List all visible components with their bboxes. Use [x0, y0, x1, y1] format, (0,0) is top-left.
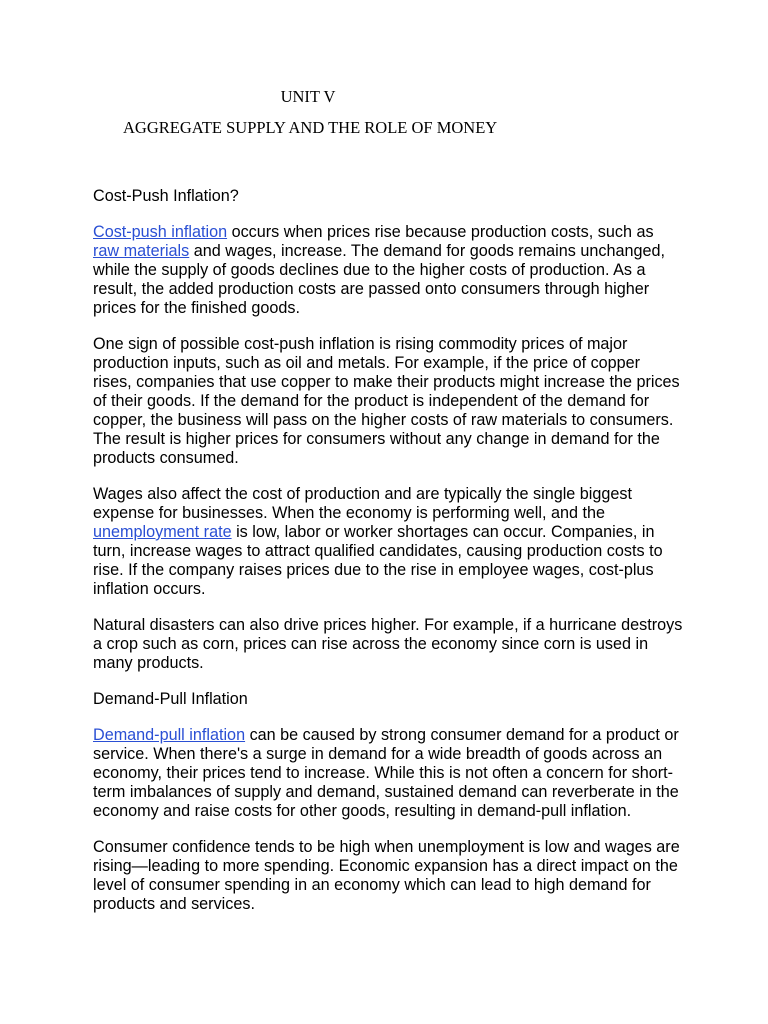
paragraph-commodity-prices: One sign of possible cost-push inflation is rising commodity prices of major production inputs, such as oil and metals. For example, if the price of copper rises, companies that use copper to make their products might increase the prices of their goods. If the demand for the product is independent of the demand for copper, the business will pass on the higher costs of raw materials to consumers. The result is higher prices for consumers without any change in demand for the products consumed. — [93, 335, 680, 467]
document-body — [93, 187, 683, 931]
paragraph-text: is low, labor or worker shortages can occur. Companies, in turn, increase wages to attract qualified candidates, causing production costs to rise. If the company raises prices due to the rise in employee wages, cost-plus inflation occurs. — [93, 523, 663, 598]
paragraph-text: occurs when prices rise because production costs, such as — [227, 223, 654, 241]
link-raw-materials[interactable]: raw materials — [93, 242, 190, 260]
paragraph-text: Wages also affect the cost of production and are typically the single biggest expense for businesses. When the economy is performing well, and the — [93, 485, 633, 522]
paragraph-wages — [93, 485, 683, 599]
unit-title: AGGREGATE SUPPLY AND THE ROLE OF MONEY — [123, 118, 498, 137]
paragraph-consumer-confidence: Consumer confidence tends to be high when unemployment is low and wages are rising—leading to more spending. Economic expansion has a direct impact on the level of consumer spending in an economy which can lead to high demand for products and services. — [93, 838, 680, 913]
paragraph-cost-push-definition — [93, 223, 683, 318]
link-cost-push-inflation[interactable]: Cost-push inflation — [93, 223, 228, 241]
paragraph-demand-pull-definition — [93, 726, 683, 821]
section-heading-demand-pull: Demand-Pull Inflation — [93, 690, 248, 708]
paragraph-text: can be caused by strong consumer demand for a product or service. When there's a surge in demand for a wide breadth of goods across an economy, their prices tend to increase. While this is not often a concern for short-term imbalances of supply and demand, sustained demand can reverberate in the economy and raise costs for other goods, resulting in demand-pull inflation. — [93, 726, 679, 820]
section-heading-cost-push: Cost-Push Inflation? — [93, 187, 239, 205]
link-demand-pull-inflation[interactable]: Demand-pull inflation — [93, 726, 246, 744]
paragraph-text: and wages, increase. The demand for goods remains unchanged, while the supply of goods declines due to the higher costs of production. As a result, the added production costs are passed onto consumers through higher prices for the finished goods. — [93, 242, 665, 317]
unit-heading: UNIT V — [280, 87, 336, 106]
paragraph-natural-disasters: Natural disasters can also drive prices higher. For example, if a hurricane destroys a crop such as corn, prices can rise across the economy since corn is used in many products. — [93, 616, 683, 672]
link-unemployment-rate[interactable]: unemployment rate — [93, 523, 232, 541]
